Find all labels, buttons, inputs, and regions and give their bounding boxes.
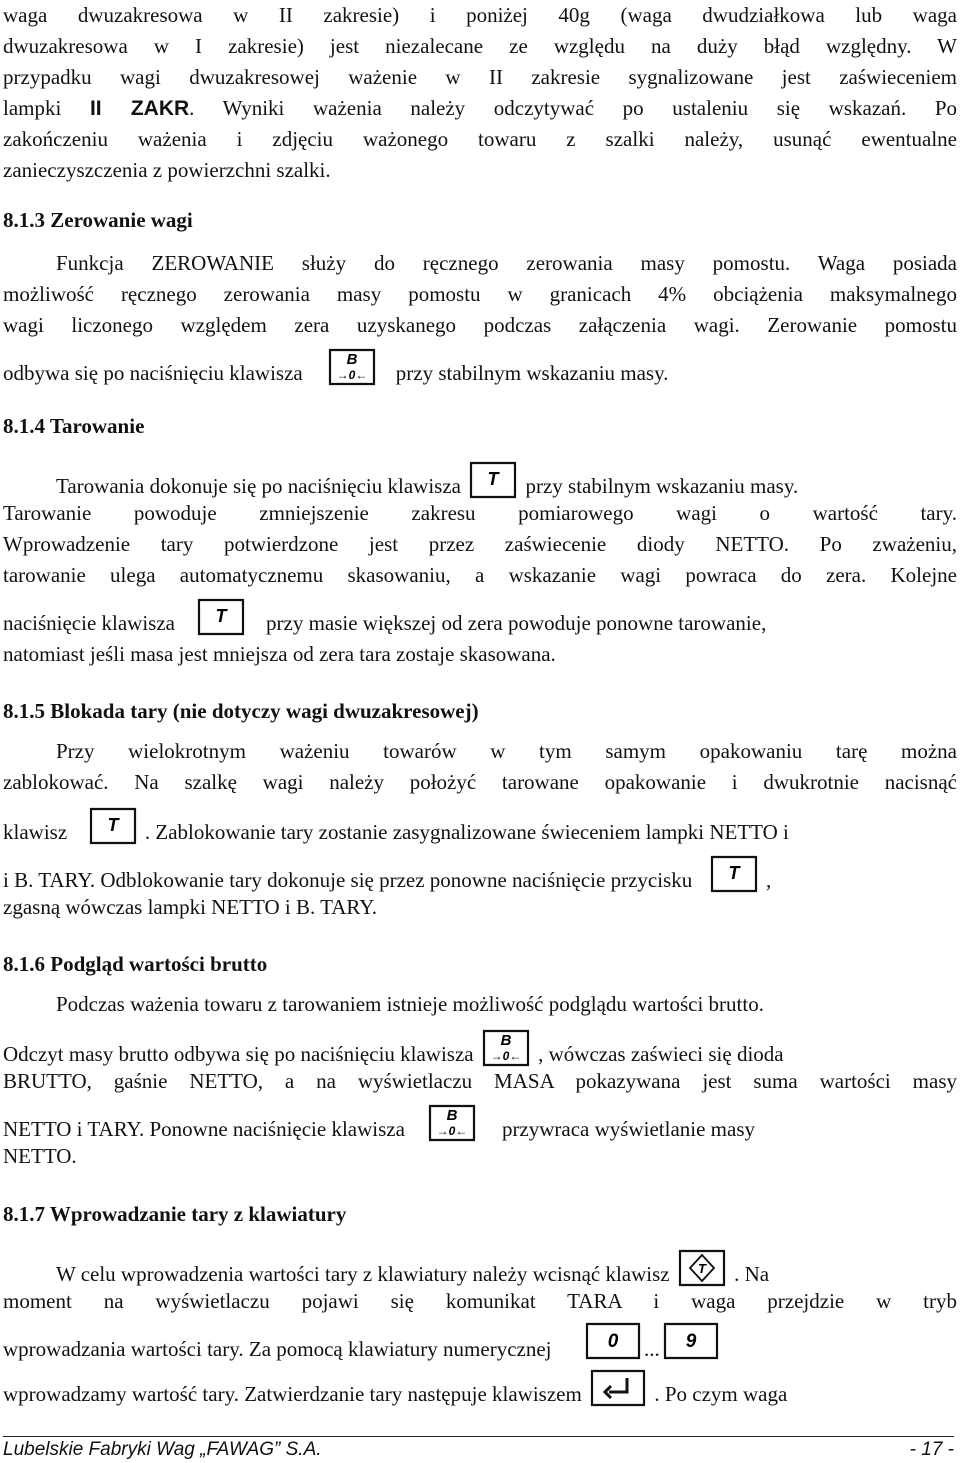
svg-text:T: T xyxy=(215,606,226,626)
text-span: . Zablokowanie tary zostanie zasygnalizowane świeceniem lampki NETTO i xyxy=(144,819,789,844)
zero-key-icon xyxy=(481,1029,531,1067)
text-span: W celu wprowadzenia wartości tary z klawiatury należy wcisnąć klawisz xyxy=(56,1261,670,1286)
text-line: BRUTTO, gaśnie NETTO, a na wyświetlaczu MASA pokazywana jest suma wartości masy xyxy=(3,1069,957,1093)
text-span: wprowadzamy wartość tary. Zatwierdzanie tary następuje klawiszem xyxy=(3,1381,582,1406)
text-span: przy stabilnym wskazaniu masy. xyxy=(525,473,799,498)
text-line: wagi liczonego względem zera uzyskanego podczas załączenia wagi. Zerowanie pomostu xyxy=(3,313,957,337)
svg-text:→0←: →0← xyxy=(490,1049,522,1063)
text-line: waga dwuzakresowa w II zakresie) i poniżej 40g (waga dwudziałkowa lub waga xyxy=(3,3,957,27)
svg-text:T: T xyxy=(487,469,499,489)
text-line xyxy=(3,1377,957,1415)
tare-key-icon xyxy=(196,598,246,636)
text-span: odbywa się po naciśnięciu klawisza xyxy=(3,360,303,385)
section-heading: 8.1.5 Blokada tary (nie dotyczy wagi dwuzakresowej) xyxy=(3,699,479,723)
section-heading: 8.1.6 Podgląd wartości brutto xyxy=(3,952,268,976)
text-line: zablokować. Na szalkę wagi należy położyć tarowane opakowanie i dwukrotnie nacisnąć xyxy=(3,770,957,794)
footer-company: Lubelskie Fabryki Wag „FAWAG” S.A. xyxy=(3,1439,322,1460)
tare-key-icon xyxy=(709,855,759,893)
text-span: przy masie większej od zera powoduje ponowne tarowanie, xyxy=(266,610,767,635)
text-line: zanieczyszczenia z powierzchni szalki. xyxy=(3,158,331,182)
page-footer xyxy=(3,1436,954,1461)
text-line: możliwość ręcznego zerowania masy pomostu w granicach 4% obciążenia maksymalnego xyxy=(3,282,957,306)
text-span: lampki xyxy=(3,96,90,120)
text-span: Odczyt masy brutto odbywa się po naciśnięciu klawisza xyxy=(3,1041,474,1066)
page-number: - 17 - xyxy=(909,1439,954,1460)
svg-text:9: 9 xyxy=(685,1331,697,1352)
text-line xyxy=(3,815,957,853)
text-line: Wprowadzenie tary potwierdzone jest przez zaświecenie diody NETTO. Po zważeniu, xyxy=(3,532,957,556)
text-span: wprowadzania wartości tary. Za pomocą klawiatury numerycznej xyxy=(3,1336,552,1361)
svg-text:0: 0 xyxy=(607,1331,619,1352)
svg-text:B: B xyxy=(447,1107,458,1124)
text-line: przypadku wagi dwuzakresowej ważenie w II zakresie sygnalizowane jest zaświeceniem xyxy=(3,65,957,89)
enter-key-icon xyxy=(589,1369,647,1407)
text-line: Przy wielokrotnym ważeniu towarów w tym samym opakowaniu tarę można xyxy=(56,739,957,763)
text-span: naciśnięcie klawisza xyxy=(3,610,175,635)
text-span: , wówczas zaświeci się dioda xyxy=(538,1041,784,1066)
text-line: moment na wyświetlaczu pojawi się komunikat TARA i waga przejdzie w tryb xyxy=(3,1289,957,1313)
text-line: Funkcja ZEROWANIE służy do ręcznego zerowania masy pomostu. Waga posiada xyxy=(56,251,957,275)
text-line xyxy=(3,1332,957,1370)
tare-key-icon xyxy=(88,807,138,845)
section-heading: 8.1.3 Zerowanie wagi xyxy=(3,208,193,232)
text-span: . Po czym waga xyxy=(654,1381,788,1406)
tare-entry-key-icon xyxy=(677,1249,727,1287)
text-span: ... xyxy=(644,1336,660,1361)
text-span: przy stabilnym wskazaniu masy. xyxy=(395,360,669,385)
text-line: Tarowanie powoduje zmniejszenie zakresu pomiarowego wagi o wartość tary. xyxy=(3,501,957,525)
digit-9-key-icon xyxy=(662,1322,720,1360)
svg-text:B: B xyxy=(500,1032,512,1049)
lamp-name: II ZAKR xyxy=(89,97,190,120)
text-line: tarowanie ulega automatycznemu skasowaniu, a wskazanie wagi powraca do zera. Kolejne xyxy=(3,563,957,587)
section-heading: 8.1.4 Tarowanie xyxy=(3,414,145,438)
svg-text:T: T xyxy=(728,863,740,883)
text-line: natomiast jeśli masa jest mniejsza od zera tara zostaje skasowana. xyxy=(3,642,556,666)
text-span: . Na xyxy=(734,1261,770,1286)
section-heading: 8.1.7 Wprowadzanie tary z klawiatury xyxy=(3,1202,347,1226)
svg-text:T: T xyxy=(697,1261,706,1276)
text-span: i B. TARY. Odblokowanie tary dokonuje się przez ponowne naciśnięcie przycisku xyxy=(3,867,693,892)
svg-text:→0←: →0← xyxy=(437,1124,468,1138)
text-span: przywraca wyświetlanie masy xyxy=(501,1116,756,1141)
text-span: , xyxy=(765,867,772,892)
text-span: NETTO i TARY. Ponowne naciśnięcie klawisza xyxy=(3,1116,405,1141)
digit-0-key-icon xyxy=(584,1322,642,1360)
text-line: Podczas ważenia towaru z tarowaniem istnieje możliwość podglądu wartości brutto. xyxy=(56,992,764,1016)
text-line: NETTO. xyxy=(3,1144,77,1168)
zero-key-icon xyxy=(327,348,377,386)
text-line xyxy=(3,606,957,644)
svg-text:B: B xyxy=(346,351,358,368)
text-line xyxy=(3,351,957,394)
text-line: zakończeniu ważenia i zdjęciu ważonego towaru z szalki należy, usunąć ewentualne xyxy=(3,127,957,151)
text-line: dwuzakresowa w I zakresie) jest niezalecane ze względu na duży błąd względny. W xyxy=(3,34,957,58)
text-span: . Wyniki ważenia należy odczytywać po ustaleniu się wskazań. Po xyxy=(189,96,958,120)
text-span: Tarowania dokonuje się po naciśnięciu klawisza xyxy=(56,473,461,498)
zero-key-icon xyxy=(427,1104,477,1142)
tare-key-icon xyxy=(468,461,518,499)
text-span: klawisz xyxy=(3,819,68,844)
text-line: zgasną wówczas lampki NETTO i B. TARY. xyxy=(3,895,377,919)
svg-text:→0←: →0← xyxy=(336,368,368,382)
text-line xyxy=(3,95,957,122)
svg-text:T: T xyxy=(107,815,119,835)
